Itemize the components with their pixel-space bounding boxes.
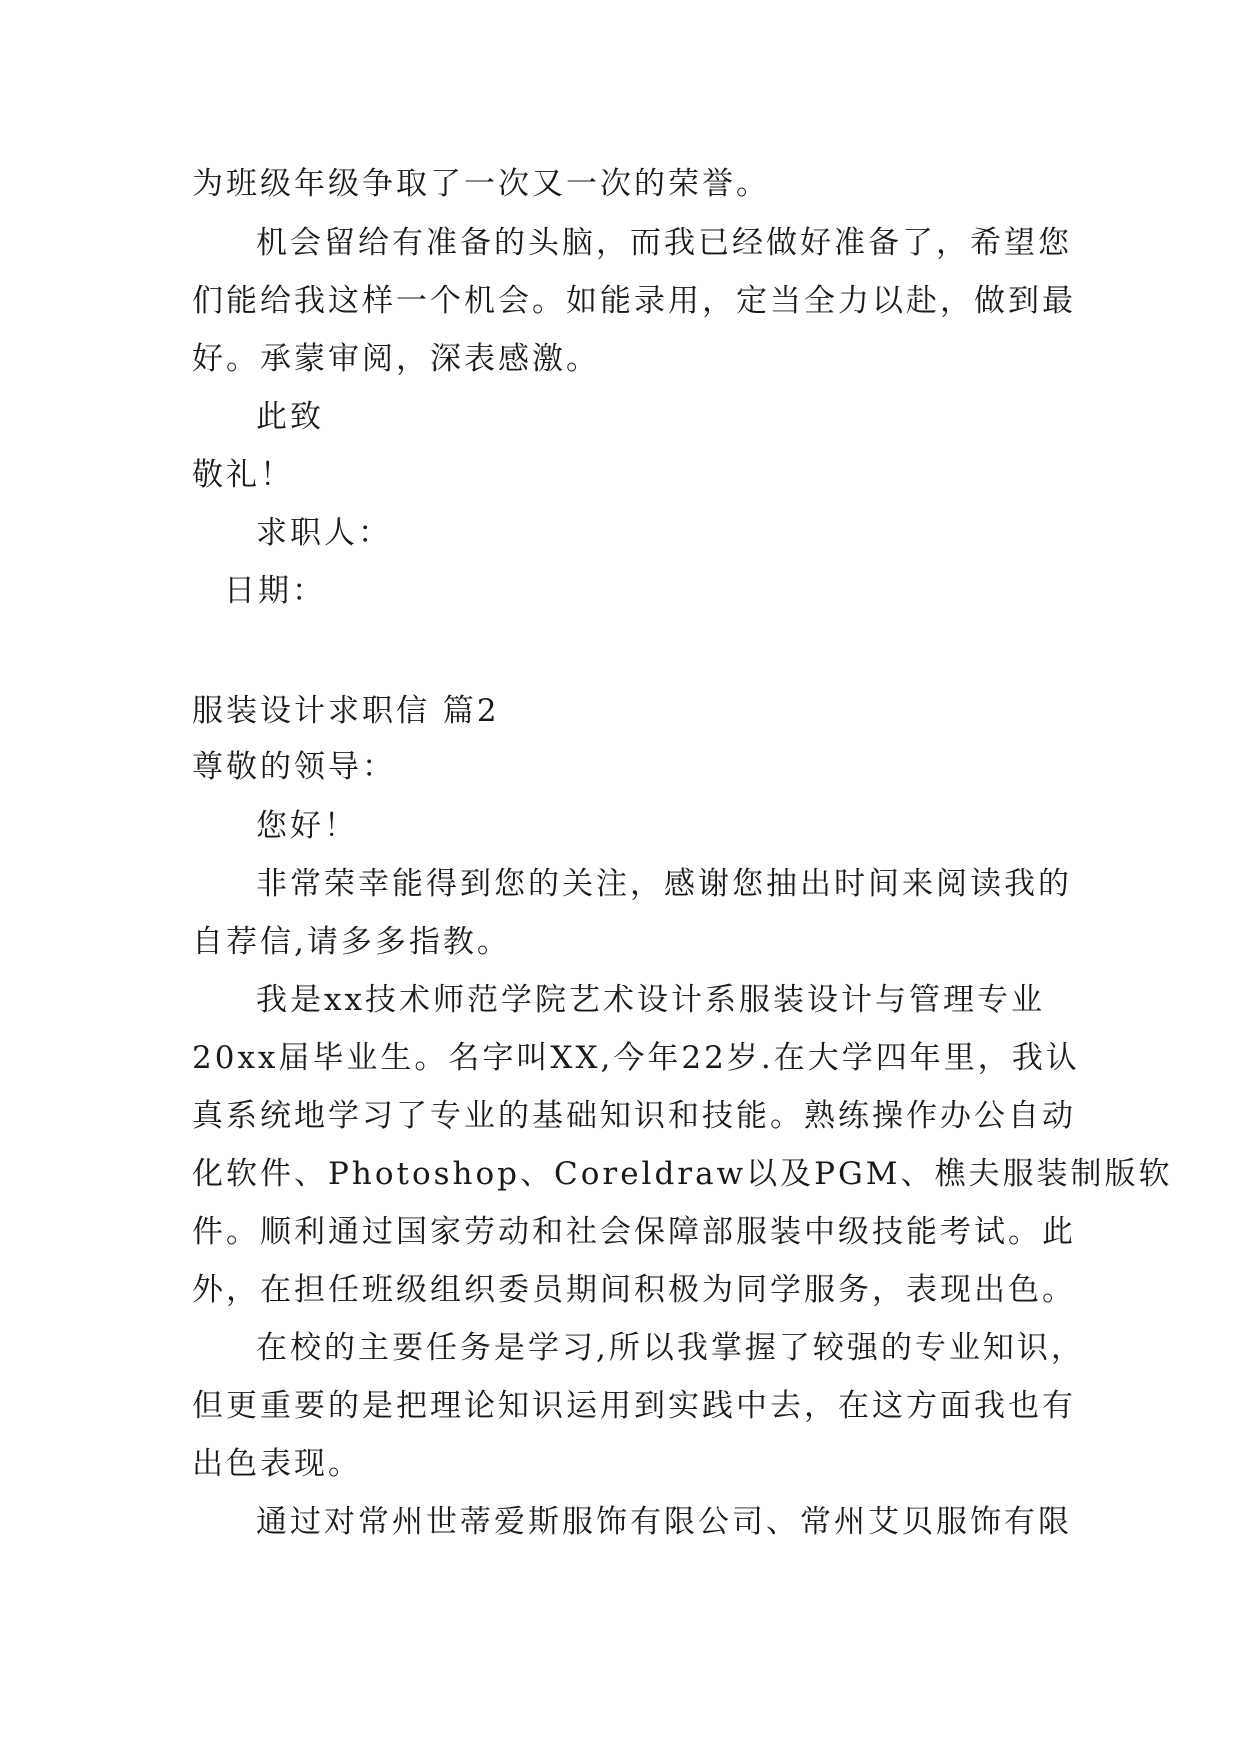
closing-regards: 敬礼！: [192, 457, 294, 493]
paragraph-line: 好。承蒙审阅，深表感激。: [192, 341, 600, 377]
paragraph-line: 为班级年级争取了一次又一次的荣誉。: [192, 166, 770, 202]
paragraph-line: 机会留给有准备的头脑，而我已经做好准备了，希望您: [256, 225, 1072, 261]
paragraph-line: 在校的主要任务是学习,所以我掌握了较强的专业知识，: [256, 1330, 1085, 1366]
section-heading: 服装设计求职信 篇2: [192, 693, 500, 729]
closing-salutation: 此致: [256, 399, 324, 435]
paragraph-line: 通过对常州世蒂爱斯服饰有限公司、常州艾贝服饰有限: [256, 1504, 1072, 1540]
paragraph-line: 非常荣幸能得到您的关注，感谢您抽出时间来阅读我的: [256, 866, 1072, 902]
paragraph-line: 化软件、Photoshop、Coreldraw以及PGM、樵夫服装制版软: [192, 1156, 1173, 1192]
paragraph-line: 我是xx技术师范学院艺术设计系服装设计与管理专业: [256, 982, 1045, 1018]
paragraph-line: 件。顺利通过国家劳动和社会保障部服装中级技能考试。此: [192, 1214, 1076, 1250]
date-label: 日期：: [224, 573, 326, 609]
paragraph-line: 出色表现。: [192, 1446, 362, 1482]
paragraph-line: 20xx届毕业生。名字叫XX,今年22岁.在大学四年里，我认: [192, 1040, 1080, 1076]
applicant-signature-label: 求职人：: [256, 515, 392, 551]
paragraph-line: 但更重要的是把理论知识运用到实践中去，在这方面我也有: [192, 1388, 1076, 1424]
greeting: 您好！: [256, 808, 358, 844]
paragraph-line: 们能给我这样一个机会。如能录用，定当全力以赴，做到最: [192, 283, 1076, 319]
greeting-addressee: 尊敬的领导：: [192, 749, 396, 785]
paragraph-line: 自荐信,请多多指教。: [192, 924, 511, 960]
paragraph-line: 真系统地学习了专业的基础知识和技能。熟练操作办公自动: [192, 1098, 1076, 1134]
paragraph-line: 外，在担任班级组织委员期间积极为同学服务，表现出色。: [192, 1272, 1076, 1308]
